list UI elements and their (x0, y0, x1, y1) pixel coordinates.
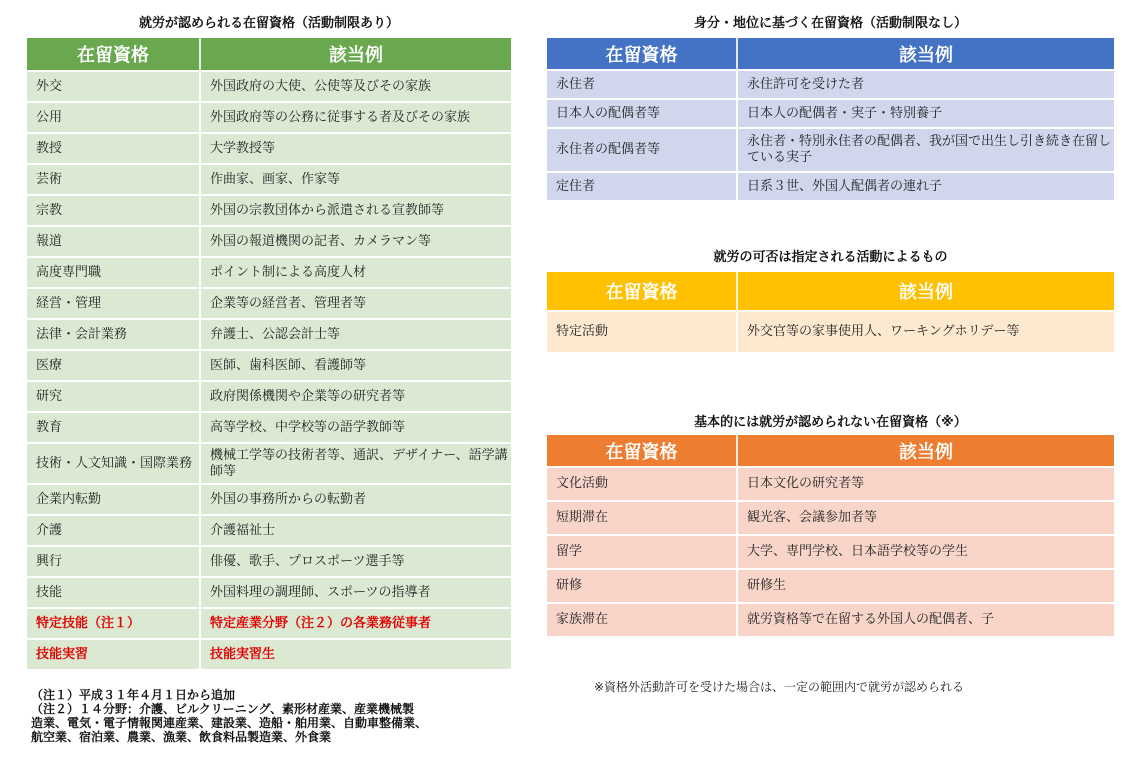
table-row (27, 515, 511, 546)
header-status: 在留資格 (27, 38, 200, 71)
header-status: 在留資格 (547, 435, 737, 467)
table-row (27, 546, 511, 577)
table-row (547, 99, 1114, 128)
table-row (27, 164, 511, 195)
example-cell: 大学教授等 (200, 133, 511, 164)
table-row (547, 535, 1114, 569)
table-row (547, 467, 1114, 501)
example-cell: 外国政府等の公務に従事する者及びその家族 (200, 102, 511, 133)
table-header-row (547, 272, 1114, 311)
example-cell: 俳優、歌手、プロスポーツ選手等 (200, 546, 511, 577)
table-row (27, 257, 511, 288)
status-cell: 留学 (547, 535, 737, 569)
header-example: 該当例 (737, 272, 1114, 311)
table-row (27, 484, 511, 515)
header-status: 在留資格 (547, 272, 737, 311)
example-cell: 研修生 (737, 569, 1114, 603)
table-row (547, 128, 1114, 172)
status-cell: 特定技能（注１） (27, 608, 200, 639)
table-row (27, 443, 511, 484)
work-permitted-table (27, 38, 511, 669)
note-line: （注１）平成３１年４月１日から追加 (31, 688, 236, 702)
status-based-table (547, 38, 1114, 200)
status-cell: 医療 (27, 350, 200, 381)
status-cell: 定住者 (547, 172, 737, 200)
example-cell: 永住者・特別永住者の配偶者、我が国で出生し引き続き在留している実子 (737, 128, 1114, 172)
table-row (27, 71, 511, 102)
example-cell: 外国の宗教団体から派遣される宣教師等 (200, 195, 511, 226)
example-cell: 外交官等の家事使用人、ワーキングホリデー等 (737, 311, 1114, 352)
table-row (547, 311, 1114, 352)
status-cell: 技術・人文知識・国際業務 (27, 443, 200, 484)
table-row (27, 133, 511, 164)
status-cell: 短期滞在 (547, 501, 737, 535)
designated-activity-table (547, 272, 1114, 352)
example-cell: 医師、歯科医師、看護師等 (200, 350, 511, 381)
note-line: 造業、電気・電子情報関連産業、建設業、造船・舶用業、自動車整備業、 (31, 716, 428, 730)
footnote: ※資格外活動許可を受けた場合は、一定の範囲内で就労が認められる (594, 680, 965, 694)
table-header-row (547, 435, 1114, 467)
example-cell: 特定産業分野（注２）の各業務従事者 (200, 608, 511, 639)
status-cell: 永住者 (547, 70, 737, 99)
table-row (27, 319, 511, 350)
status-cell: 教授 (27, 133, 200, 164)
example-cell: 作曲家、画家、作家等 (200, 164, 511, 195)
example-cell: 政府関係機関や企業等の研究者等 (200, 381, 511, 412)
status-cell: 技能実習 (27, 639, 200, 669)
table-row (27, 412, 511, 443)
example-cell: 大学、専門学校、日本語学校等の学生 (737, 535, 1114, 569)
example-cell: 永住許可を受けた者 (737, 70, 1114, 99)
blue-table-title: 身分・地位に基づく在留資格（活動制限なし） (693, 16, 967, 31)
example-cell: 高等学校、中学校等の語学教師等 (200, 412, 511, 443)
header-status: 在留資格 (547, 38, 737, 70)
table-header-row (27, 38, 511, 71)
table-row (27, 381, 511, 412)
status-cell: 家族滞在 (547, 603, 737, 636)
table-row (27, 102, 511, 133)
status-cell: 技能 (27, 577, 200, 608)
table-row (547, 172, 1114, 200)
example-cell: 外国の事務所からの転勤者 (200, 484, 511, 515)
status-cell: 特定活動 (547, 311, 737, 352)
status-cell: 法律・会計業務 (27, 319, 200, 350)
table-row (27, 195, 511, 226)
example-cell: 観光客、会議参加者等 (737, 501, 1114, 535)
status-cell: 興行 (27, 546, 200, 577)
table-row-highlight (27, 608, 511, 639)
example-cell: 機械工学等の技術者等、通訳、デザイナー、語学講師等 (200, 443, 511, 484)
left-table-title: 就労が認められる在留資格（活動制限あり） (138, 16, 399, 31)
status-cell: 教育 (27, 412, 200, 443)
table-row (27, 577, 511, 608)
table-row (27, 288, 511, 319)
status-cell: 経営・管理 (27, 288, 200, 319)
notes (31, 688, 501, 744)
table-row (547, 603, 1114, 636)
example-cell: 外国料理の調理師、スポーツの指導者 (200, 577, 511, 608)
yellow-table-title: 就労の可否は指定される活動によるもの (713, 250, 948, 265)
status-cell: 文化活動 (547, 467, 737, 501)
example-cell: ポイント制による高度人材 (200, 257, 511, 288)
table-row (547, 70, 1114, 99)
work-not-permitted-table (547, 435, 1114, 636)
table-row (547, 501, 1114, 535)
note-line: 航空業、宿泊業、農業、漁業、飲食料品製造業、外食業 (31, 730, 332, 744)
status-cell: 研究 (27, 381, 200, 412)
header-example: 該当例 (200, 38, 511, 71)
table-header-row (547, 38, 1114, 70)
status-cell: 研修 (547, 569, 737, 603)
header-example: 該当例 (737, 435, 1114, 467)
example-cell: 技能実習生 (200, 639, 511, 669)
example-cell: 日系３世、外国人配偶者の連れ子 (737, 172, 1114, 200)
status-cell: 芸術 (27, 164, 200, 195)
status-cell: 高度専門職 (27, 257, 200, 288)
example-cell: 日本文化の研究者等 (737, 467, 1114, 501)
note-line: （注２）１４分野：介護、ビルクリーニング、素形材産業、産業機械製 (31, 702, 415, 716)
table-row (547, 569, 1114, 603)
status-cell: 公用 (27, 102, 200, 133)
status-cell: 外交 (27, 71, 200, 102)
status-cell: 報道 (27, 226, 200, 257)
example-cell: 就労資格等で在留する外国人の配偶者、子 (737, 603, 1114, 636)
status-cell: 介護 (27, 515, 200, 546)
status-cell: 宗教 (27, 195, 200, 226)
orange-table-title: 基本的には就労が認められない在留資格（※） (694, 415, 967, 430)
example-cell: 弁護士、公認会計士等 (200, 319, 511, 350)
example-cell: 介護福祉士 (200, 515, 511, 546)
table-row (27, 350, 511, 381)
status-cell: 永住者の配偶者等 (547, 128, 737, 172)
example-cell: 外国政府の大使、公使等及びその家族 (200, 71, 511, 102)
status-cell: 企業内転勤 (27, 484, 200, 515)
header-example: 該当例 (737, 38, 1114, 70)
status-cell: 日本人の配偶者等 (547, 99, 737, 128)
table-row (27, 226, 511, 257)
example-cell: 企業等の経営者、管理者等 (200, 288, 511, 319)
example-cell: 日本人の配偶者・実子・特別養子 (737, 99, 1114, 128)
table-row-highlight (27, 639, 511, 669)
example-cell: 外国の報道機関の記者、カメラマン等 (200, 226, 511, 257)
